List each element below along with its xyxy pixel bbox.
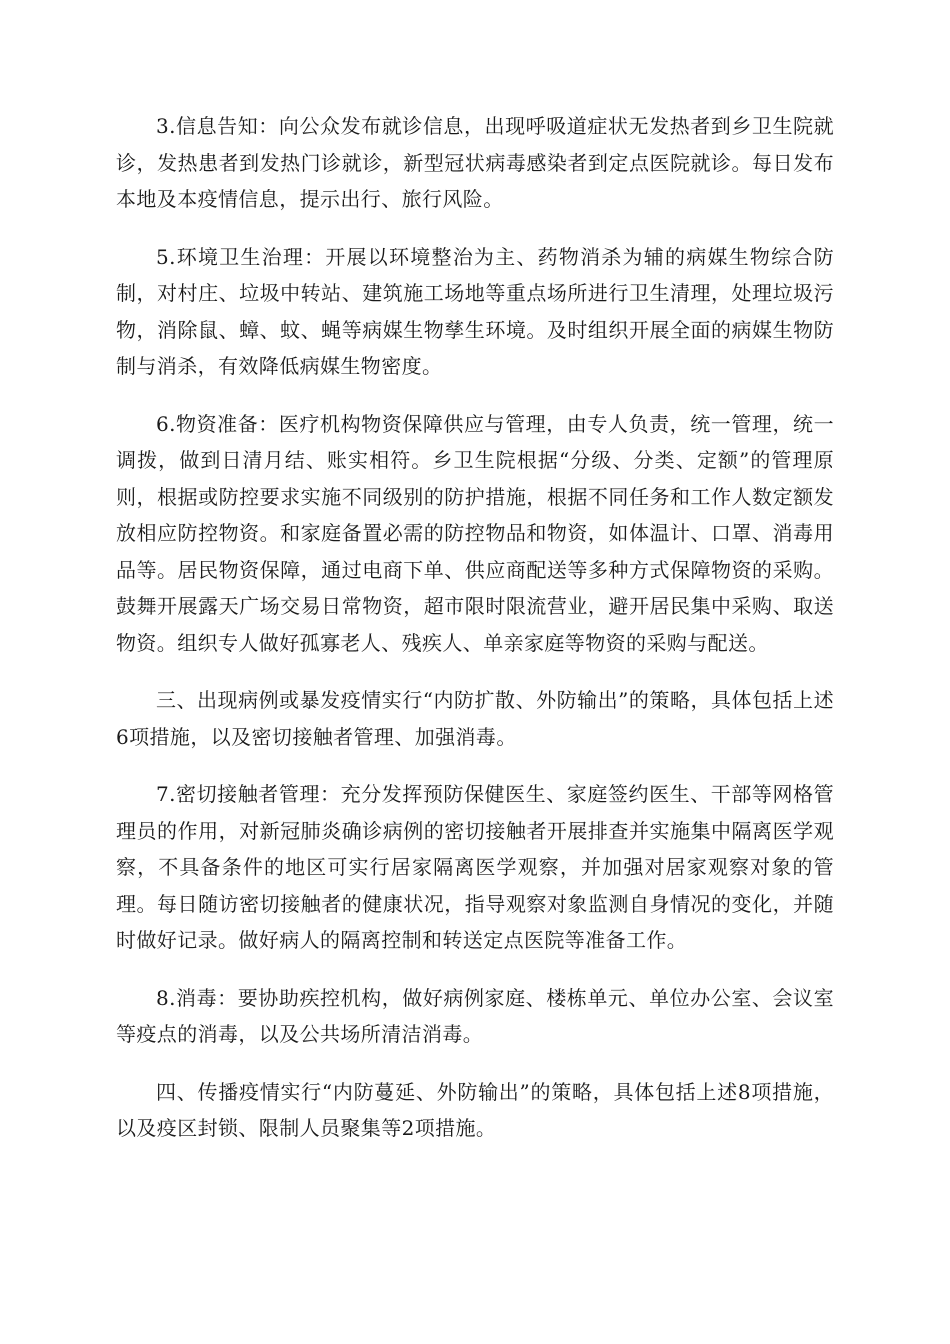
paragraph-supplies-preparation: 6.物资准备：医疗机构物资保障供应与管理，由专人负责，统一管理，统一调拨，做到日清月结、账实相符。乡卫生院根据“分级、分类、定额”的管理原则，根据或防控要求实施不同级别的防护措施，根据不同任务和工作人数定额发放相应防控物资。和家庭备置必需的防控物品和物资，如体温计、口罩、消毒用品等。居民物资保障，通过电商下单、供应商配送等多种方式保障物资的采购。鼓舞开展露天广场交易日常物资，超市限时限流营业，避开居民集中采购、取送物资。组织专人做好孤寡老人、残疾人、单亲家庭等物资的采购与配送。 — [116, 411, 834, 655]
document-page — [116, 108, 834, 1168]
paragraph-environment-hygiene: 5.环境卫生治理：开展以环境整治为主、药物消杀为辅的病媒生物综合防制，对村庄、垃圾中转站、建筑施工场地等重点场所进行卫生清理，处理垃圾污物，消除鼠、蟑、蚊、蝇等病媒生物孳生环境。及时组织开展全面的病媒生物防制与消杀，有效降低病媒生物密度。 — [116, 244, 834, 378]
paragraph-section-three: 三、出现病例或暴发疫情实行“内防扩散、外防输出”的策略，具体包括上述6项措施，以及密切接触者管理、加强消毒。 — [116, 688, 834, 749]
paragraph-section-four: 四、传播疫情实行“内防蔓延、外防输出”的策略，具体包括上述8项措施，以及疫区封锁、限制人员聚集等2项措施。 — [116, 1079, 834, 1140]
paragraph-close-contact-management: 7.密切接触者管理：充分发挥预防保健医生、家庭签约医生、干部等网格管理员的作用，对新冠肺炎确诊病例的密切接触者开展排查并实施集中隔离医学观察，不具备条件的地区可实行居家隔离医学观察，并加强对居家观察对象的管理。每日随访密切接触者的健康状况，指导观察对象监测自身情况的变化，并随时做好记录。做好病人的隔离控制和转送定点医院等准备工作。 — [116, 782, 834, 952]
paragraph-info-notice: 3.信息告知：向公众发布就诊信息，出现呼吸道症状无发热者到乡卫生院就诊，发热患者到发热门诊就诊，新型冠状病毒感染者到定点医院就诊。每日发布本地及本疫情信息，提示出行、旅行风险。 — [116, 114, 834, 211]
paragraph-disinfection: 8.消毒：要协助疾控机构，做好病例家庭、楼栋单元、单位办公室、会议室等疫点的消毒，以及公共场所清洁消毒。 — [116, 985, 834, 1046]
